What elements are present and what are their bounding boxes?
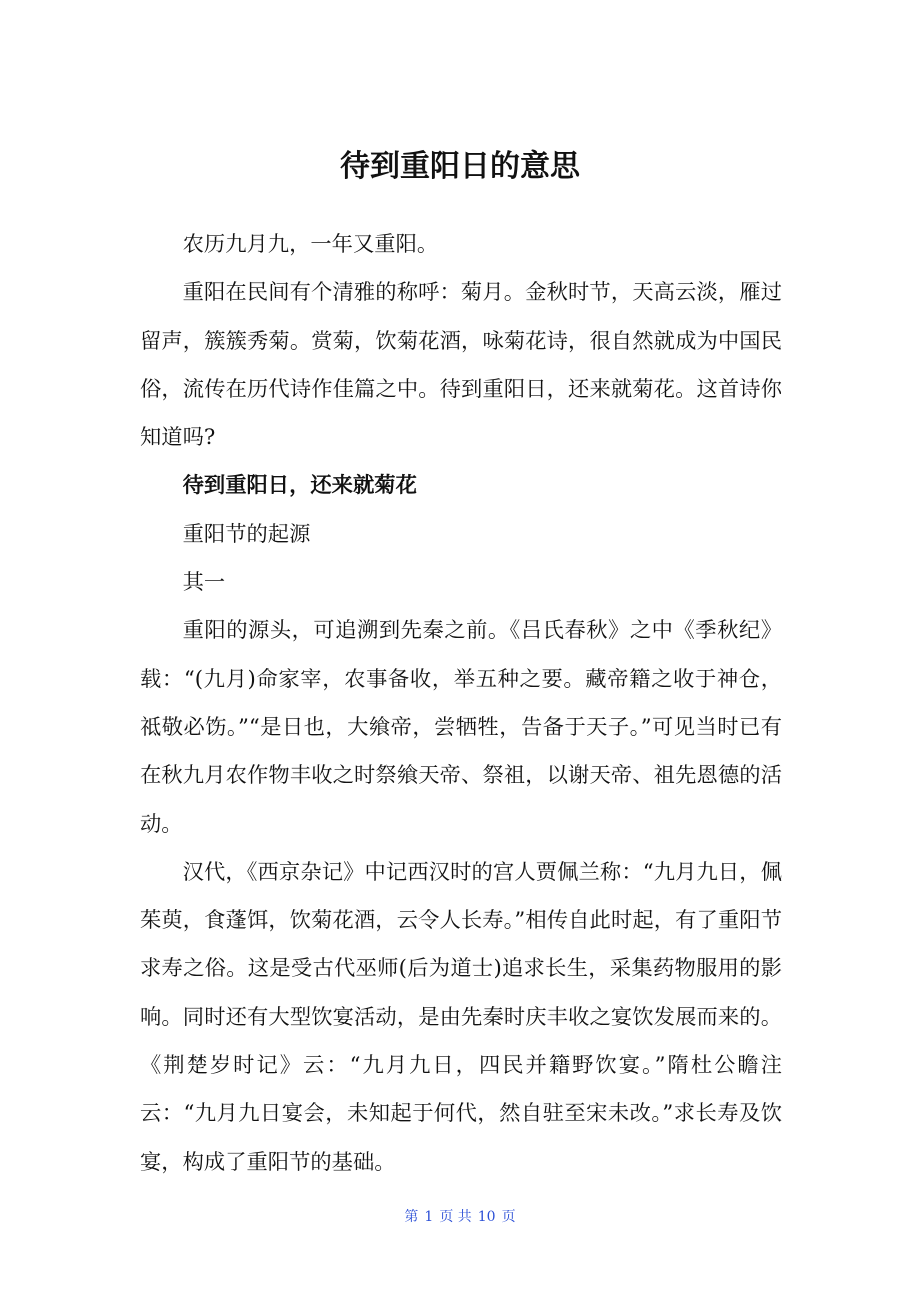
paragraph: 汉代，《西京杂记》中记西汉时的宫人贾佩兰称：“九月九日，佩茱萸，食蓬饵，饮菊花酒，云令人长寿。”相传自此时起，有了重阳节求寿之俗。这是受古代巫师(后为道士)追求长生，采集药物服用的影响。同时还有大型饮宴活动，是由先秦时庆丰收之宴饮发展而来的。《荆楚岁时记》云：“九月九日，四民并籍野饮宴。”隋杜公瞻注云：“九月九日宴会，未知起于何代，然自驻至宋未改。”求长寿及饮宴，构成了重阳节的基础。 xyxy=(140,859,782,1175)
page-footer xyxy=(0,1206,920,1226)
total-pages: 10 xyxy=(477,1209,496,1225)
document-title: 待到重阳日的意思 xyxy=(340,149,580,184)
footer-suffix: 页 xyxy=(501,1209,516,1225)
paragraph: 重阳在民间有个清雅的称呼：菊月。金秋时节，天高云淡，雁过留声，簇簇秀菊。赏菊，饮菊花酒，咏菊花诗，很自然就成为中国民俗，流传在历代诗作佳篇之中。待到重阳日，还来就菊花。这首诗你知道吗? xyxy=(140,280,782,451)
paragraph: 重阳节的起源 xyxy=(182,521,311,547)
section-heading: 待到重阳日，还来就菊花 xyxy=(182,473,417,499)
paragraph: 重阳的源头，可追溯到先秦之前。《吕氏春秋》之中《季秋纪》载：“(九月)命家宰，农事备收，举五种之要。藏帝籍之收于神仓，祗敬必饬。”“是日也，大飨帝，尝牺牲，告备于天子。”可见当时已有在秋九月农作物丰收之时祭飨天帝、祭祖，以谢天帝、祖先恩德的活动。 xyxy=(140,618,782,837)
footer-prefix: 第 xyxy=(404,1209,419,1225)
paragraph: 其一 xyxy=(182,570,226,596)
current-page-number: 1 xyxy=(424,1209,434,1225)
paragraph: 农历九月九，一年又重阳。 xyxy=(182,232,439,257)
footer-mid: 页 共 xyxy=(439,1209,472,1225)
document-body xyxy=(140,221,782,1187)
